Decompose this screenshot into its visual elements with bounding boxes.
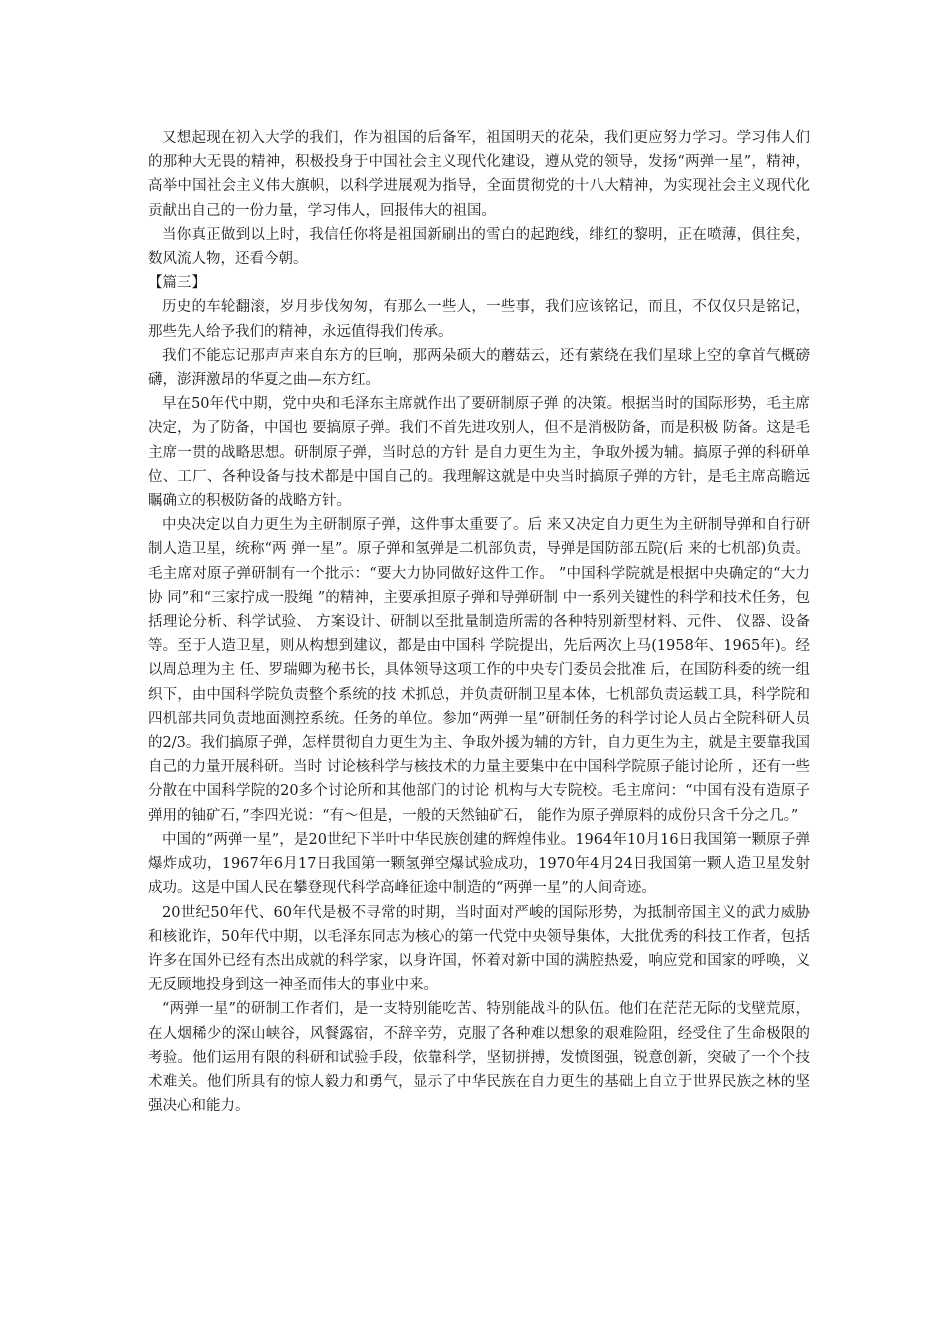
paragraph-5: 中国的“两弹一星”，是20世纪下半叶中华民族创建的辉煌伟业。1964年10月16日我国第一颗原子弹爆炸成功，1967年6月17日我国第一颗氢弹空爆试验成功，1970年4月24日我国第一颗人造卫星发射成功。这是中国人民在攀登现代科学高峰征途中制造的“两弹一星”的人间奇迹。 <box>148 831 810 897</box>
paragraph-4: 中央决定以自力更生为主研制原子弹，这件事太重要了。后 来又决定自力更生为主研制导弹和自行研制人造卫星，统称“两 弹一星”。原子弹和氢弹是二机部负责，导弹是国防部五院(后 来的七机部)负责。毛主席对原子弹研制有一个批示：“要大力协同做好这件工作。 ”中国科学院就是根据中央确定的“大力协 同”和“三家拧成一股绳 ”的精神，主要承担原子弹和导弹研制 中一系列关键性的科学和技术任务，包括理论分析、科学试验、 方案设计、研制以至批量制造所需的各种特别新型材料、元件、 仪器、设备等。至于人造卫星，则从构想到建议，都是由中国科 学院提出，先后两次上马(1958年、1965年)。经以周总理为主 任、罗瑞卿为秘书长，具体领导这项工作的中央专门委员会批准 后，在国防科委的统一组织下，由中国科学院负责整个系统的技 术抓总，并负责研制卫星本体，七机部负责运载工具，科学院和 四机部共同负责地面测控系统。任务的单位。参加“两弹一星”研制任务的科学讨论人员占全院科研人员的2/3。我们搞原子弹，怎样贯彻自力更生为主、争取外援为辅的方针，自力更生为主，就是主要靠我国自己的力量开展科研。当时 讨论核科学与核技术的力量主要集中在中国科学院原子能讨论所 ，还有一些分散在中国科学院的20多个讨论所和其他部门的讨论 机构与大专院校。毛主席问：“中国有没有造原子弹用的铀矿石，”李四光说：“有～但是，一般的天然铀矿石， 能作为原子弹原料的成份只含千分之几。” <box>148 517 810 824</box>
paragraph-1: 历史的车轮翻滚，岁月步伐匆匆，有那么一些人，一些事，我们应该铭记，而且，不仅仅只是铭记，那些先人给予我们的精神，永远值得我们传承。 <box>148 299 810 340</box>
paragraph-2: 我们不能忘记那声声来自东方的巨响，那两朵硕大的蘑菇云，还有萦绕在我们星球上空的拿首气概磅礴，澎湃激昂的华夏之曲—东方红。 <box>148 347 810 389</box>
paragraph-3: 早在50年代中期，党中央和毛泽东主席就作出了要研制原子弹 的决策。根据当时的国际形势，毛主席决定，为了防备，中国也 要搞原子弹。我们不首先进攻别人，但不是消极防备，而是积极 防备。这是毛主席一贯的战略思想。研制原子弹，当时总的方针 是自力更生为主，争取外援为辅。搞原子弹的科研单位、工厂、各种设备与技术都是中国自己的。我理解这就是中央当时搞原子弹的方针，是毛主席高瞻远瞩确立的积极防备的战略方针。 <box>148 396 810 510</box>
paragraph-intro-2: 当你真正做到以上时，我信任你将是祖国新刷出的雪白的起跑线，绯红的黎明，正在喷薄，俱往矣，数风流人物，还看今朝。 <box>148 226 810 268</box>
paragraph-intro-1: 又想起现在初入大学的我们，作为祖国的后备军，祖国明天的花朵，我们更应努力学习。学习伟人们的那种大无畏的精神，积极投身于中国社会主义现代化建设，遵从党的领导，发扬“两弹一星”，精神，高举中国社会主义伟大旗帜，以科学进展观为指导，全面贯彻党的十八大精神，为实现社会主义现代化贡献出自己的一份力量，学习伟人，回报伟大的祖国。 <box>148 130 810 219</box>
paragraph-7: “两弹一星”的研制工作者们，是一支特别能吃苦、特别能战斗的队伍。他们在茫茫无际的戈壁荒原，在人烟稀少的深山峡谷，风餐露宿，不辞辛劳，克服了各种难以想象的艰难险阻，经受住了生命极限的考验。他们运用有限的科研和试验手段，依靠科学，坚韧拼搏，发愤图强，锐意创新，突破了一个个技术难关。他们所具有的惊人毅力和勇气，显示了中华民族在自力更生的基础上自立于世界民族之林的坚强决心和能力。 <box>148 1001 810 1115</box>
document-body <box>148 126 810 1118</box>
section-heading: 【篇三】 <box>148 275 206 292</box>
paragraph-6: 20世纪50年代、60年代是极不寻常的时期，当时面对严峻的国际形势，为抵制帝国主义的武力威胁和核讹诈，50年代中期，以毛泽东同志为核心的第一代党中央领导集体，大批优秀的科技工作者，包括许多在国外已经有杰出成就的科学家，以身许国，怀着对新中国的满腔热爱，响应党和国家的呼唤，义无反顾地投身到这一神圣而伟大的事业中来。 <box>148 904 810 994</box>
